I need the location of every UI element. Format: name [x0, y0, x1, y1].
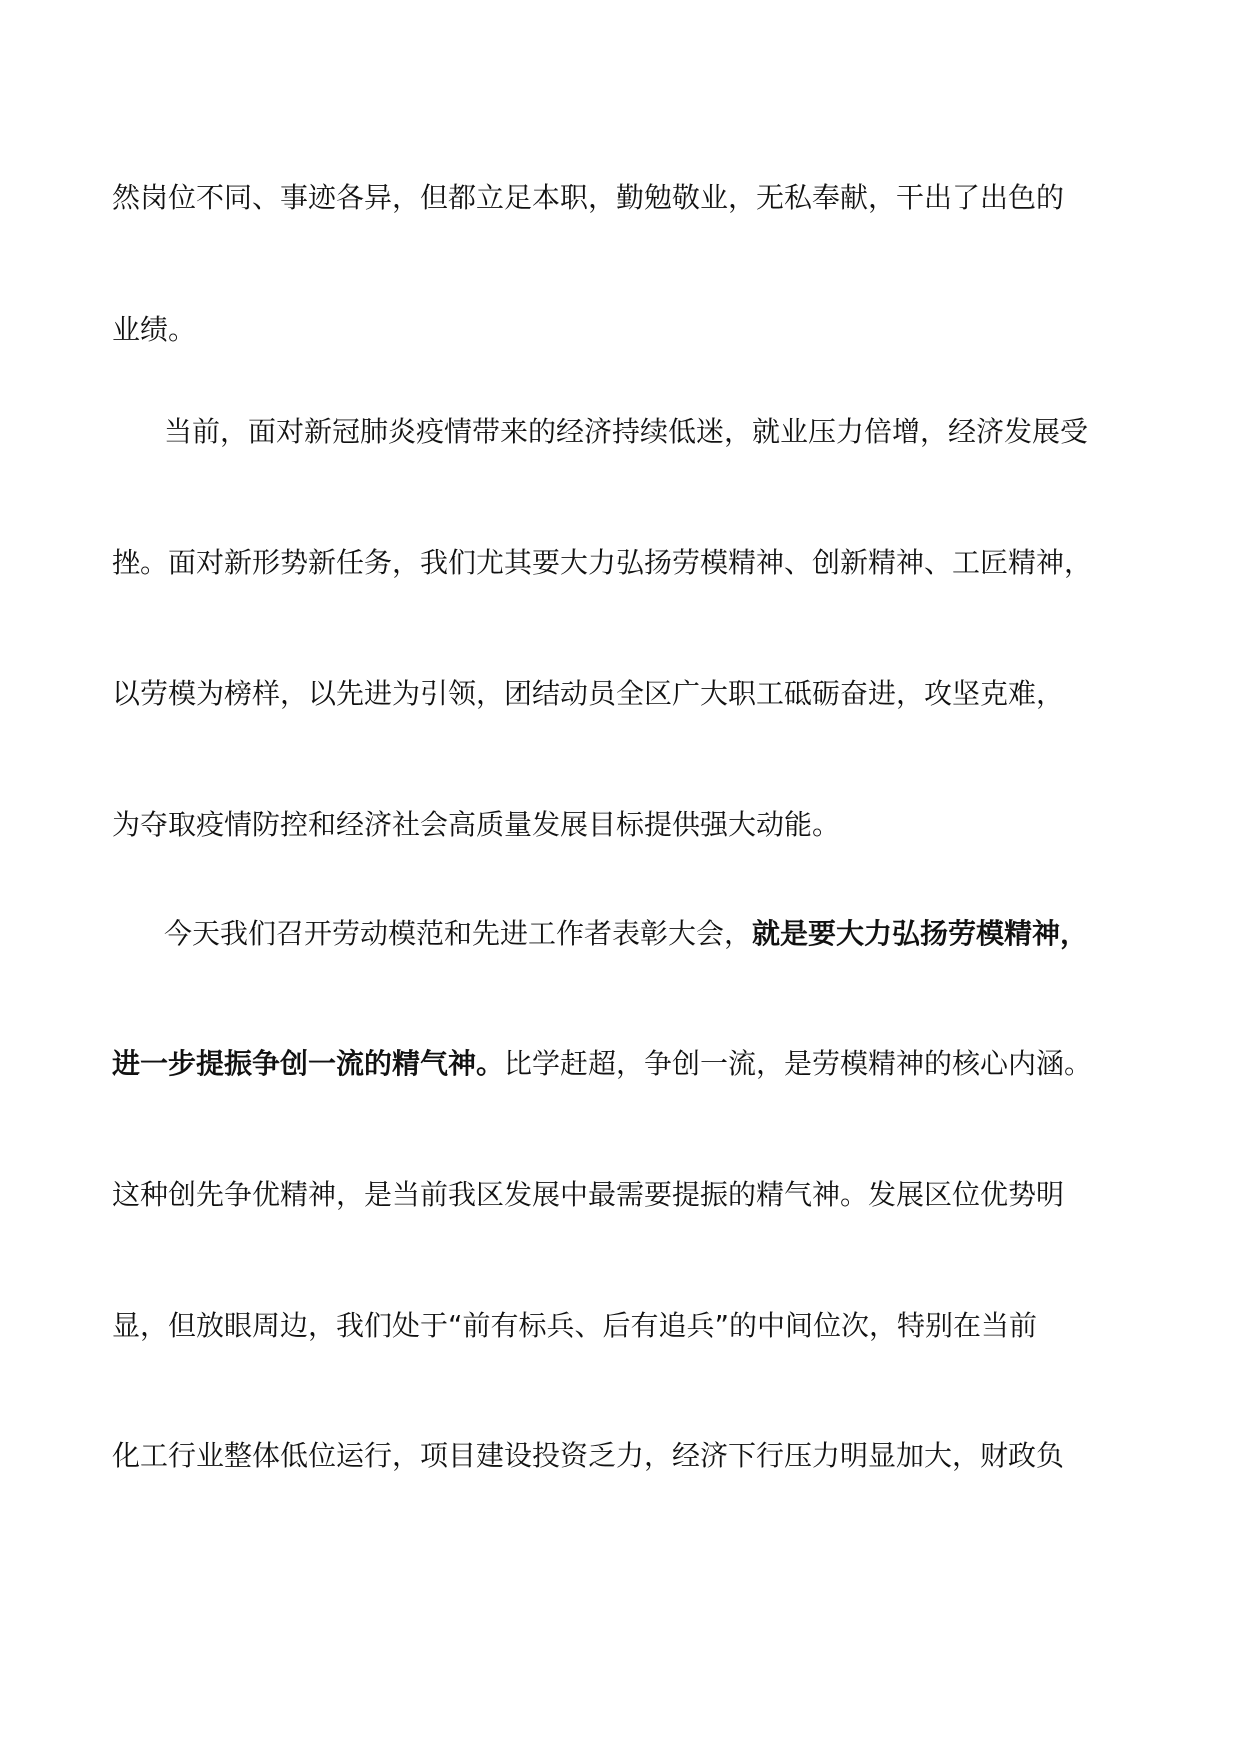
paragraph-line: 以劳模为榜样，以先进为引领，团结动员全区广大职工砥砺奋进，攻坚克难， — [112, 677, 1065, 710]
normal-text: 今天我们召开劳动模范和先进工作者表彰大会， — [164, 917, 753, 950]
paragraph-line: 显，但放眼周边，我们处于“前有标兵、后有追兵”的中间位次，特别在当前 — [112, 1309, 1038, 1342]
paragraph-line: 为夺取疫情防控和经济社会高质量发展目标提供强大动能。 — [112, 808, 841, 841]
paragraph-line: 化工行业整体低位运行，项目建设投资乏力，经济下行压力明显加大，财政负 — [112, 1439, 1065, 1472]
paragraph-line — [112, 1042, 1152, 1086]
normal-text: 比学赶超，争创一流，是劳模精神的核心内涵。 — [504, 1047, 1093, 1080]
paragraph-line: 业绩。 — [112, 313, 197, 346]
bold-text: 进一步提振争创一流的精气神。 — [112, 1047, 505, 1080]
paragraph-line: 然岗位不同、事迹各异，但都立足本职，勤勉敬业，无私奉献，干出了出色的 — [112, 181, 1065, 214]
paragraph-line: 挫。面对新形势新任务，我们尤其要大力弘扬劳模精神、创新精神、工匠精神， — [112, 546, 1093, 579]
paragraph-line — [164, 912, 1204, 956]
bold-text: 就是要大力弘扬劳模精神， — [752, 917, 1089, 950]
paragraph-line: 这种创先争优精神，是当前我区发展中最需要提振的精气神。发展区位优势明 — [112, 1178, 1065, 1211]
paragraph-line: 当前，面对新冠肺炎疫情带来的经济持续低迷，就业压力倍增，经济发展受 — [164, 415, 1089, 448]
